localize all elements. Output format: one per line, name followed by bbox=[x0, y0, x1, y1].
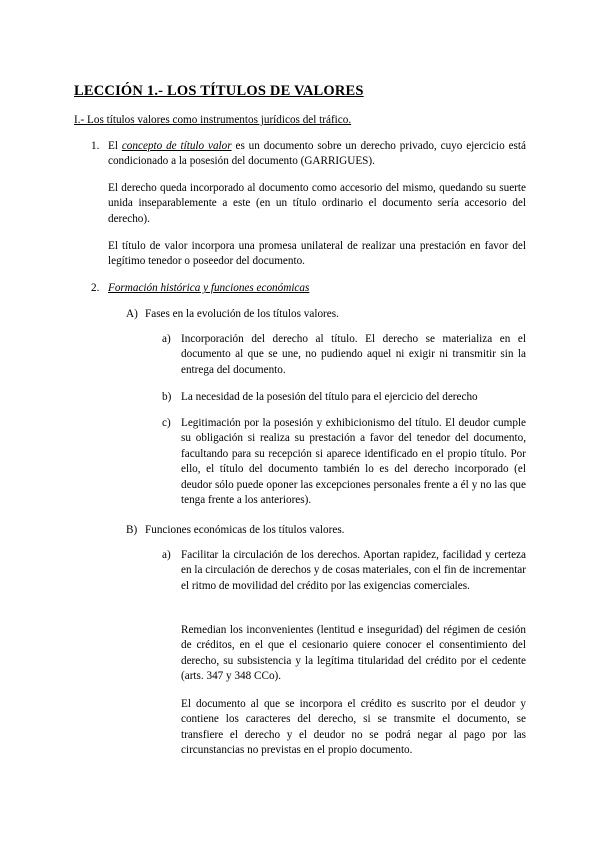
subsection-heading: Formación histórica y funciones económicas bbox=[108, 282, 310, 294]
item-number: 1. bbox=[91, 140, 100, 152]
list-heading: Funciones económicas de los títulos valores. bbox=[145, 524, 345, 536]
item-number: 2. bbox=[91, 282, 100, 294]
list-marker: a) bbox=[162, 333, 171, 345]
paragraph: El derecho queda incorporado al documento como accesorio del mismo, quedando su suerte unida inseparablemente a este (en un título ordinario el documento sería accesorio del derecho). bbox=[108, 182, 526, 225]
list-heading: Fases en la evolución de los títulos valores. bbox=[145, 308, 339, 320]
defined-term: concepto de título valor bbox=[121, 140, 232, 152]
paragraph: El título de valor incorpora una promesa unilateral de realizar una prestación en favor del legítimo tenedor o poseedor del documento. bbox=[108, 240, 526, 268]
section-heading: I.- Los títulos valores como instrumentos jurídicos del tráfico. bbox=[74, 114, 352, 126]
list-marker: b) bbox=[162, 391, 172, 403]
paragraph: Remedian los inconvenientes (lentitud e inseguridad) del régimen de cesión de créditos, en el que el cesionario quiere conocer el consentimiento del derecho, su subsistencia y la legítima titularidad del crédito por el cedente (arts. 347 y 348 CCo). bbox=[181, 624, 526, 683]
list-marker: B) bbox=[126, 524, 138, 536]
page-title: LECCIÓN 1.- LOS TÍTULOS DE VALORES bbox=[74, 83, 364, 99]
list-marker: a) bbox=[162, 549, 171, 561]
list-marker: c) bbox=[162, 417, 171, 429]
list-item: La necesidad de la posesión del título para el ejercicio del derecho bbox=[181, 391, 478, 403]
list-item: Incorporación del derecho al título. El derecho se materializa en el documento al que se une, no pudiendo aquel ni exigir ni transmitir sin la entrega del documento. bbox=[181, 333, 526, 376]
paragraph bbox=[108, 139, 526, 170]
list-item: Legitimación por la posesión y exhibicionismo del título. El deudor cumple su obligación si realiza su prestación a favor del tenedor del documento, facultando para su recepción si aparece identificado en el propio título. Por ello, el título del documento también lo es del derecho incorporado (el deudor sólo puede oponer las excepciones personales frente a él y no las que tenga frente a los anteriores). bbox=[181, 417, 526, 507]
paragraph-text: es un documento sobre un derecho privado, cuyo ejercicio está condicionado a la posesión del documento (GARRIGUES). bbox=[108, 140, 526, 168]
list-item: Facilitar la circulación de los derechos. Aportan rapidez, facilidad y certeza en la circulación de derechos y de cosas materiales, con el fin de incrementar el ritmo de movilidad del crédito por las exigencias comerciales. bbox=[181, 549, 526, 592]
paragraph: El documento al que se incorpora el crédito es suscrito por el deudor y contiene los caracteres del derecho, si se transmite el documento, se transfiere el derecho y el deudor no se podrá negar al pago por las circunstancias no previstas en el propio documento. bbox=[181, 698, 526, 757]
list-marker: A) bbox=[126, 308, 138, 320]
paragraph-text: El bbox=[108, 140, 122, 152]
